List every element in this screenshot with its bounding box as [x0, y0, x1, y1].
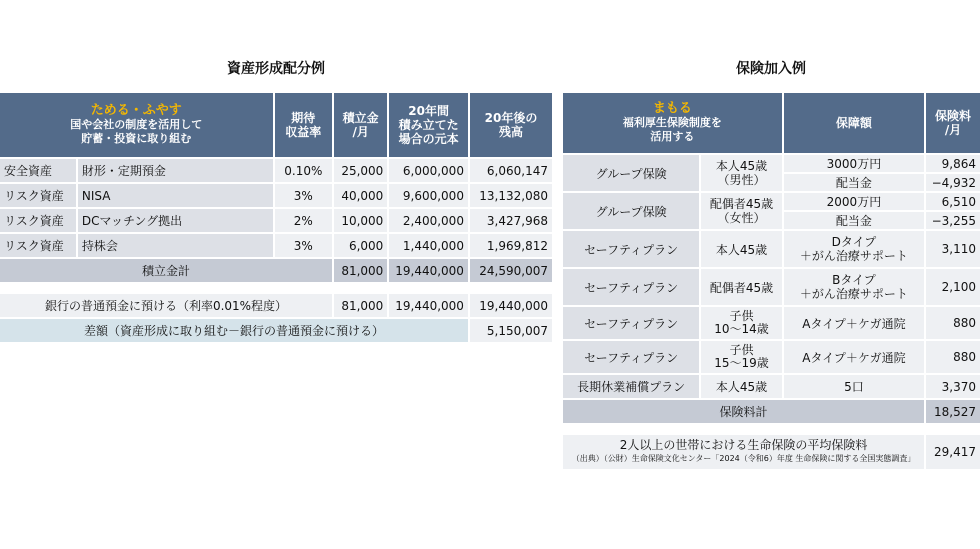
total-monthly: 81,000 — [334, 259, 387, 282]
insured: 本人45歳 — [701, 231, 782, 267]
row-type: リスク資産 — [0, 209, 76, 232]
ins-header-coverage: 保障額 — [784, 93, 924, 153]
row-principal: 9,600,000 — [389, 184, 468, 207]
asset-allocation-table — [0, 91, 554, 344]
table-row — [563, 269, 980, 305]
insured: 子供 15～19歳 — [701, 341, 782, 373]
coverage: Bタイプ ＋がん治療サポート — [784, 269, 924, 305]
header-expected-rate: 期待 収益率 — [275, 93, 332, 157]
avg-value: 29,417 — [926, 435, 980, 469]
asset-table-header — [0, 93, 552, 157]
plan-name: セーフティプラン — [563, 231, 699, 267]
total-principal: 19,440,000 — [389, 259, 468, 282]
row-principal: 6,000,000 — [389, 159, 468, 182]
plan-name: セーフティプラン — [563, 341, 699, 373]
header-main — [0, 93, 273, 157]
premium: 3,370 — [926, 375, 980, 398]
row-balance: 3,427,968 — [470, 209, 552, 232]
insurance-table-header — [563, 93, 980, 153]
plan-name: セーフティプラン — [563, 269, 699, 305]
avg-label: 2人以上の世帯における生命保険の平均保険料 — [619, 438, 868, 452]
insured: 本人45歳 （男性） — [701, 155, 782, 191]
table-row — [0, 159, 552, 182]
coverage: 3000万円 — [784, 155, 924, 172]
row-rate: 3% — [275, 184, 332, 207]
diff-row — [0, 319, 552, 342]
row-name: 持株会 — [78, 234, 273, 257]
row-rate: 0.10% — [275, 159, 332, 182]
table-row — [0, 209, 552, 232]
avg-row — [563, 435, 980, 469]
ins-total-label: 保険料計 — [563, 400, 924, 423]
table-row — [563, 375, 980, 398]
ins-total-row — [563, 400, 980, 423]
header-principal: 20年間 積み立てた 場合の元本 — [389, 93, 468, 157]
row-monthly: 6,000 — [334, 234, 387, 257]
table-row — [0, 184, 552, 207]
ins-header-premium: 保険料 /月 — [926, 93, 980, 153]
avg-source: （出典）（公財）生命保険文化センター「2024（令和6）年度 生命保険に関する全国実態調査」 — [571, 454, 916, 463]
row-principal: 1,440,000 — [389, 234, 468, 257]
table-row — [563, 341, 980, 373]
row-type: リスク資産 — [0, 184, 76, 207]
header-balance: 20年後の 残高 — [470, 93, 552, 157]
plan-name: 長期休業補償プラン — [563, 375, 699, 398]
ins-header-main — [563, 93, 782, 153]
insured: 配偶者45歳 — [701, 269, 782, 305]
table-row — [563, 307, 980, 339]
plan-name: グループ保険 — [563, 155, 699, 191]
insured: 配偶者45歳 （女性） — [701, 193, 782, 229]
total-row — [0, 259, 552, 282]
bank-principal: 19,440,000 — [389, 294, 468, 317]
table-row — [563, 193, 980, 210]
diff-label: 差額（資産形成に取り組む－銀行の普通預金に預ける） — [0, 319, 468, 342]
premium: −4,932 — [926, 174, 980, 191]
bank-monthly: 81,000 — [334, 294, 387, 317]
row-rate: 2% — [275, 209, 332, 232]
premium: −3,255 — [926, 212, 980, 229]
row-rate: 3% — [275, 234, 332, 257]
coverage: Dタイプ ＋がん治療サポート — [784, 231, 924, 267]
coverage: 5口 — [784, 375, 924, 398]
premium: 9,864 — [926, 155, 980, 172]
coverage: Aタイプ＋ケガ通院 — [784, 307, 924, 339]
row-name: DCマッチング拠出 — [78, 209, 273, 232]
header-monthly: 積立金 /月 — [334, 93, 387, 157]
insured: 本人45歳 — [701, 375, 782, 398]
row-balance: 1,969,812 — [470, 234, 552, 257]
avg-label-cell — [563, 435, 924, 469]
table-row — [563, 155, 980, 172]
table-row — [563, 231, 980, 267]
row-balance: 13,132,080 — [470, 184, 552, 207]
premium: 3,110 — [926, 231, 980, 267]
insured: 子供 10～14歳 — [701, 307, 782, 339]
premium: 880 — [926, 307, 980, 339]
premium: 880 — [926, 341, 980, 373]
coverage: 配当金 — [784, 212, 924, 229]
coverage: Aタイプ＋ケガ通院 — [784, 341, 924, 373]
row-name: NISA — [78, 184, 273, 207]
premium: 2,100 — [926, 269, 980, 305]
coverage: 2000万円 — [784, 193, 924, 210]
coverage: 配当金 — [784, 174, 924, 191]
header-sub2: 貯蓄・投資に取り組む — [81, 132, 192, 145]
bank-row — [0, 294, 552, 317]
ins-total-value: 18,527 — [926, 400, 980, 423]
ins-header-accent: まもる — [652, 101, 692, 116]
premium: 6,510 — [926, 193, 980, 210]
total-label: 積立金計 — [0, 259, 332, 282]
row-type: リスク資産 — [0, 234, 76, 257]
row-name: 財形・定期預金 — [78, 159, 273, 182]
row-monthly: 40,000 — [334, 184, 387, 207]
table-row — [0, 234, 552, 257]
ins-header-sub1: 福利厚生保険制度を — [622, 116, 722, 129]
row-monthly: 25,000 — [334, 159, 387, 182]
bank-balance: 19,440,000 — [470, 294, 552, 317]
ins-header-sub2: 活用する — [650, 130, 695, 143]
left-section-title: 資産形成配分例 — [227, 61, 325, 77]
header-sub1: 国や会社の制度を活用して — [70, 118, 203, 131]
total-balance: 24,590,007 — [470, 259, 552, 282]
row-type: 安全資産 — [0, 159, 76, 182]
plan-name: セーフティプラン — [563, 307, 699, 339]
header-accent: ためる・ふやす — [90, 103, 182, 118]
diff-value: 5,150,007 — [470, 319, 552, 342]
bank-label: 銀行の普通預金に預ける（利率0.01%程度） — [0, 294, 332, 317]
row-principal: 2,400,000 — [389, 209, 468, 232]
row-monthly: 10,000 — [334, 209, 387, 232]
row-balance: 6,060,147 — [470, 159, 552, 182]
right-section-title: 保険加入例 — [736, 61, 806, 77]
insurance-table — [561, 91, 980, 471]
plan-name: グループ保険 — [563, 193, 699, 229]
